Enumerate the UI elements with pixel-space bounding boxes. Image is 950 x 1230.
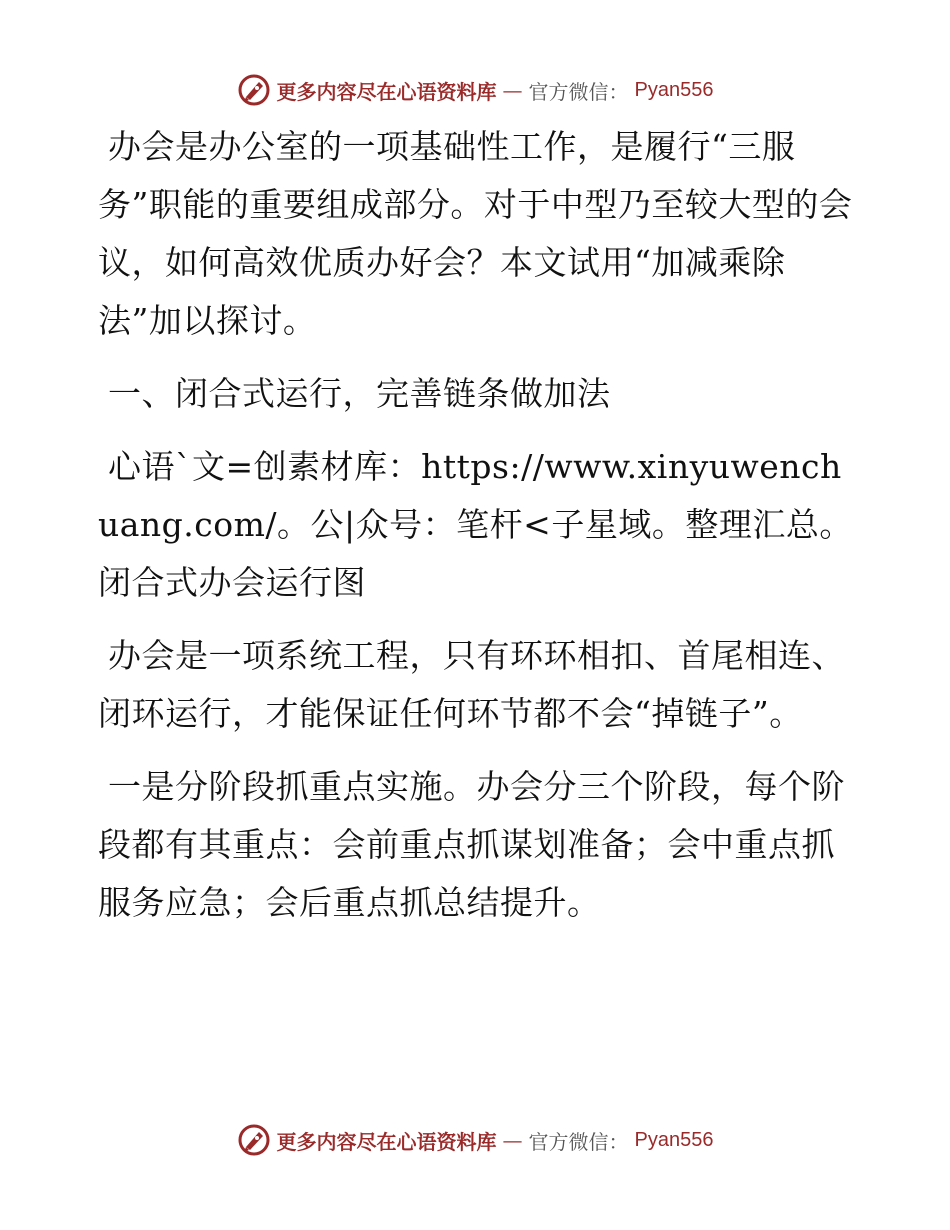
paragraph-system: 办会是一项系统工程，只有环环相扣、首尾相连、闭环运行，才能保证任何环节都不会“掉链子”。 (98, 636, 845, 733)
header-brand-text: 更多内容尽在心语资料库 (276, 79, 497, 104)
header-dash: — (502, 78, 523, 102)
footer-banner (0, 1120, 950, 1160)
header-wechat-id: Pyan556 (634, 78, 714, 101)
header-banner (0, 70, 950, 110)
header-wechat-label: 官方微信： (528, 79, 629, 104)
document-body (98, 118, 858, 947)
pen-nib-logo-icon (237, 73, 271, 107)
footer-wechat-id: Pyan556 (634, 1128, 714, 1151)
paragraph-intro: 办会是办公室的一项基础性工作，是履行“三服务”职能的重要组成部分。对于中型乃至较大型的会议，如何高效优质办好会？本文试用“加减乘除法”加以探讨。 (98, 127, 853, 340)
paragraph-stages: 一是分阶段抓重点实施。办会分三个阶段，每个阶段都有其重点：会前重点抓谋划准备；会中重点抓服务应急；会后重点抓总结提升。 (98, 767, 845, 922)
section-heading: 一、闭合式运行，完善链条做加法 (108, 374, 611, 413)
pen-nib-logo-icon (237, 1123, 271, 1157)
footer-brand-text: 更多内容尽在心语资料库 (276, 1129, 497, 1154)
footer-wechat-label: 官方微信： (528, 1129, 629, 1154)
paragraph-source-note: 心语`文=创素材库：https://www.xinyuwenchuang.com/。公|众号：笔杆<子星域。整理汇总。闭合式办会运行图 (98, 447, 853, 602)
footer-dash: — (502, 1128, 523, 1152)
